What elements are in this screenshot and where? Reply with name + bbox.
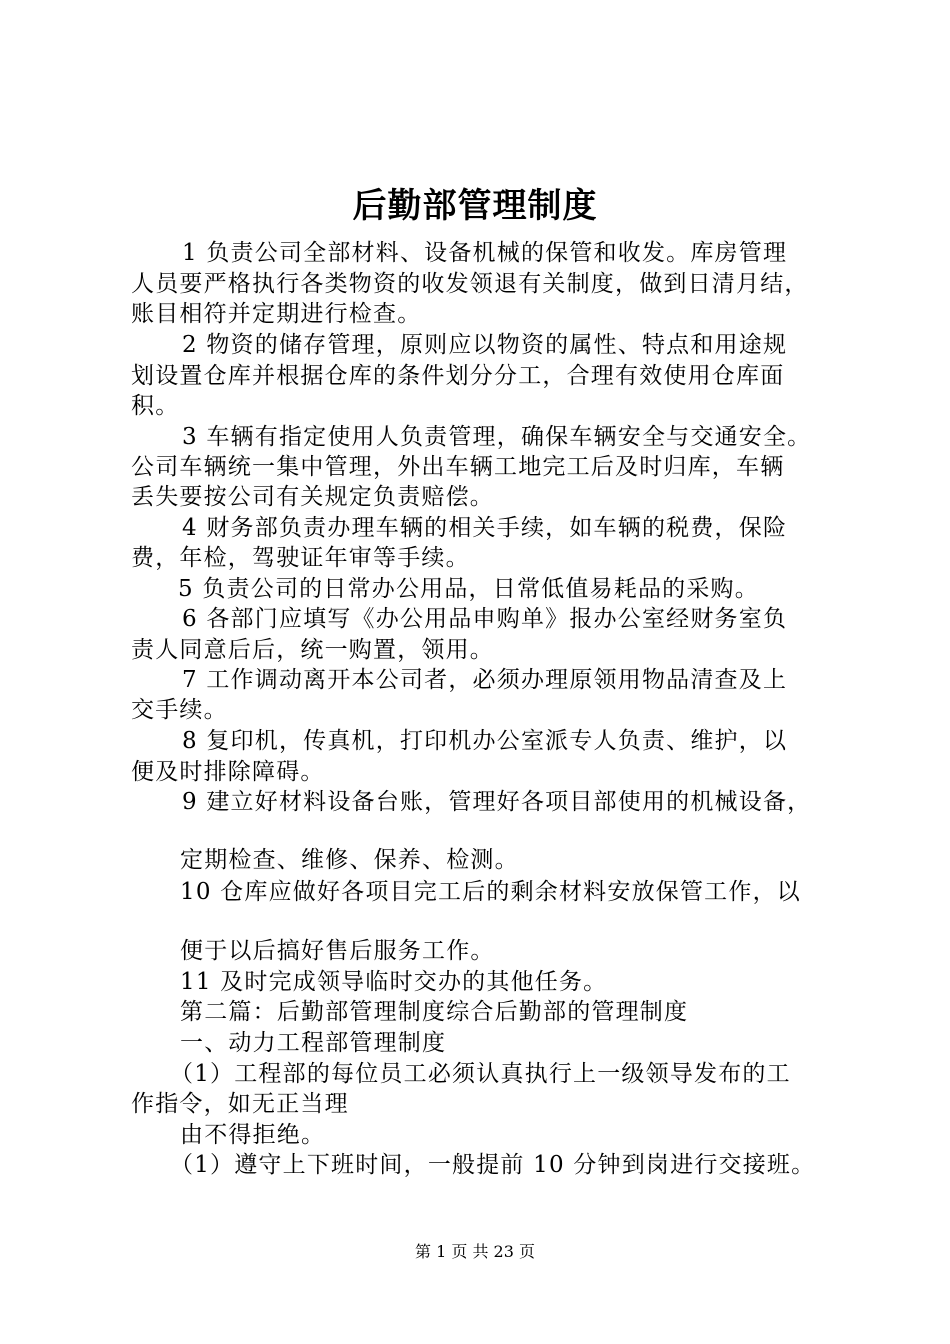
- text-line: （1）遵守上下班时间，一般提前 10 分钟到岗进行交接班。: [170, 1152, 816, 1178]
- text-line: 便及时排除障碍。: [131, 759, 325, 785]
- text-line: 账目相符并定期进行检查。: [131, 301, 422, 327]
- text-line: 人员要严格执行各类物资的收发领退有关制度，做到日清月结，: [131, 271, 809, 297]
- text-line: （1）工程部的每位员工必须认真执行上一级领导发布的工: [170, 1061, 791, 1087]
- text-line: 便于以后搞好售后服务工作。: [180, 938, 495, 964]
- text-line: 作指令，如无正当理: [131, 1091, 349, 1117]
- text-line: 1 负责公司全部材料、设备机械的保管和收发。库房管理: [182, 240, 788, 266]
- text-line: 6 各部门应填写《办公用品申购单》报办公室经财务室负: [182, 606, 788, 632]
- text-line: 交手续。: [131, 697, 228, 723]
- text-line: 3 车辆有指定使用人负责管理，确保车辆安全与交通安全。: [182, 424, 812, 450]
- text-line: 积。: [131, 393, 180, 419]
- text-line: 8 复印机，传真机，打印机办公室派专人负责、维护，以: [182, 728, 788, 754]
- text-line: 定期检查、维修、保养、检测。: [180, 847, 519, 873]
- text-line: 费，年检，驾驶证年审等手续。: [131, 545, 470, 571]
- text-line: 5 负责公司的日常办公用品，日常低值易耗品的采购。: [178, 576, 759, 602]
- text-line: 9 建立好材料设备台账，管理好各项目部使用的机械设备，: [182, 789, 812, 815]
- text-line: 责人同意后后，统一购置，领用。: [131, 637, 494, 663]
- page-footer: 第 1 页 共 23 页: [415, 1242, 535, 1261]
- text-line: 11 及时完成领导临时交办的其他任务。: [180, 969, 608, 995]
- text-line: 第二篇：后勤部管理制度综合后勤部的管理制度: [180, 999, 689, 1025]
- text-line: 7 工作调动离开本公司者，必须办理原领用物品清查及上: [182, 667, 788, 693]
- text-line: 一、动力工程部管理制度: [180, 1030, 447, 1056]
- text-line: 2 物资的储存管理，原则应以物资的属性、特点和用途规: [182, 332, 788, 358]
- text-line: 4 财务部负责办理车辆的相关手续，如车辆的税费，保险: [182, 515, 788, 541]
- text-line: 由不得拒绝。: [180, 1122, 326, 1148]
- page-title: 后勤部管理制度: [352, 186, 598, 226]
- text-line: 10 仓库应做好各项目完工后的剩余材料安放保管工作，以: [180, 879, 801, 905]
- text-line: 丢失要按公司有关规定负责赔偿。: [131, 484, 494, 510]
- text-line: 公司车辆统一集中管理，外出车辆工地完工后及时归库，车辆: [131, 454, 785, 480]
- text-line: 划设置仓库并根据仓库的条件划分分工，合理有效使用仓库面: [131, 363, 785, 389]
